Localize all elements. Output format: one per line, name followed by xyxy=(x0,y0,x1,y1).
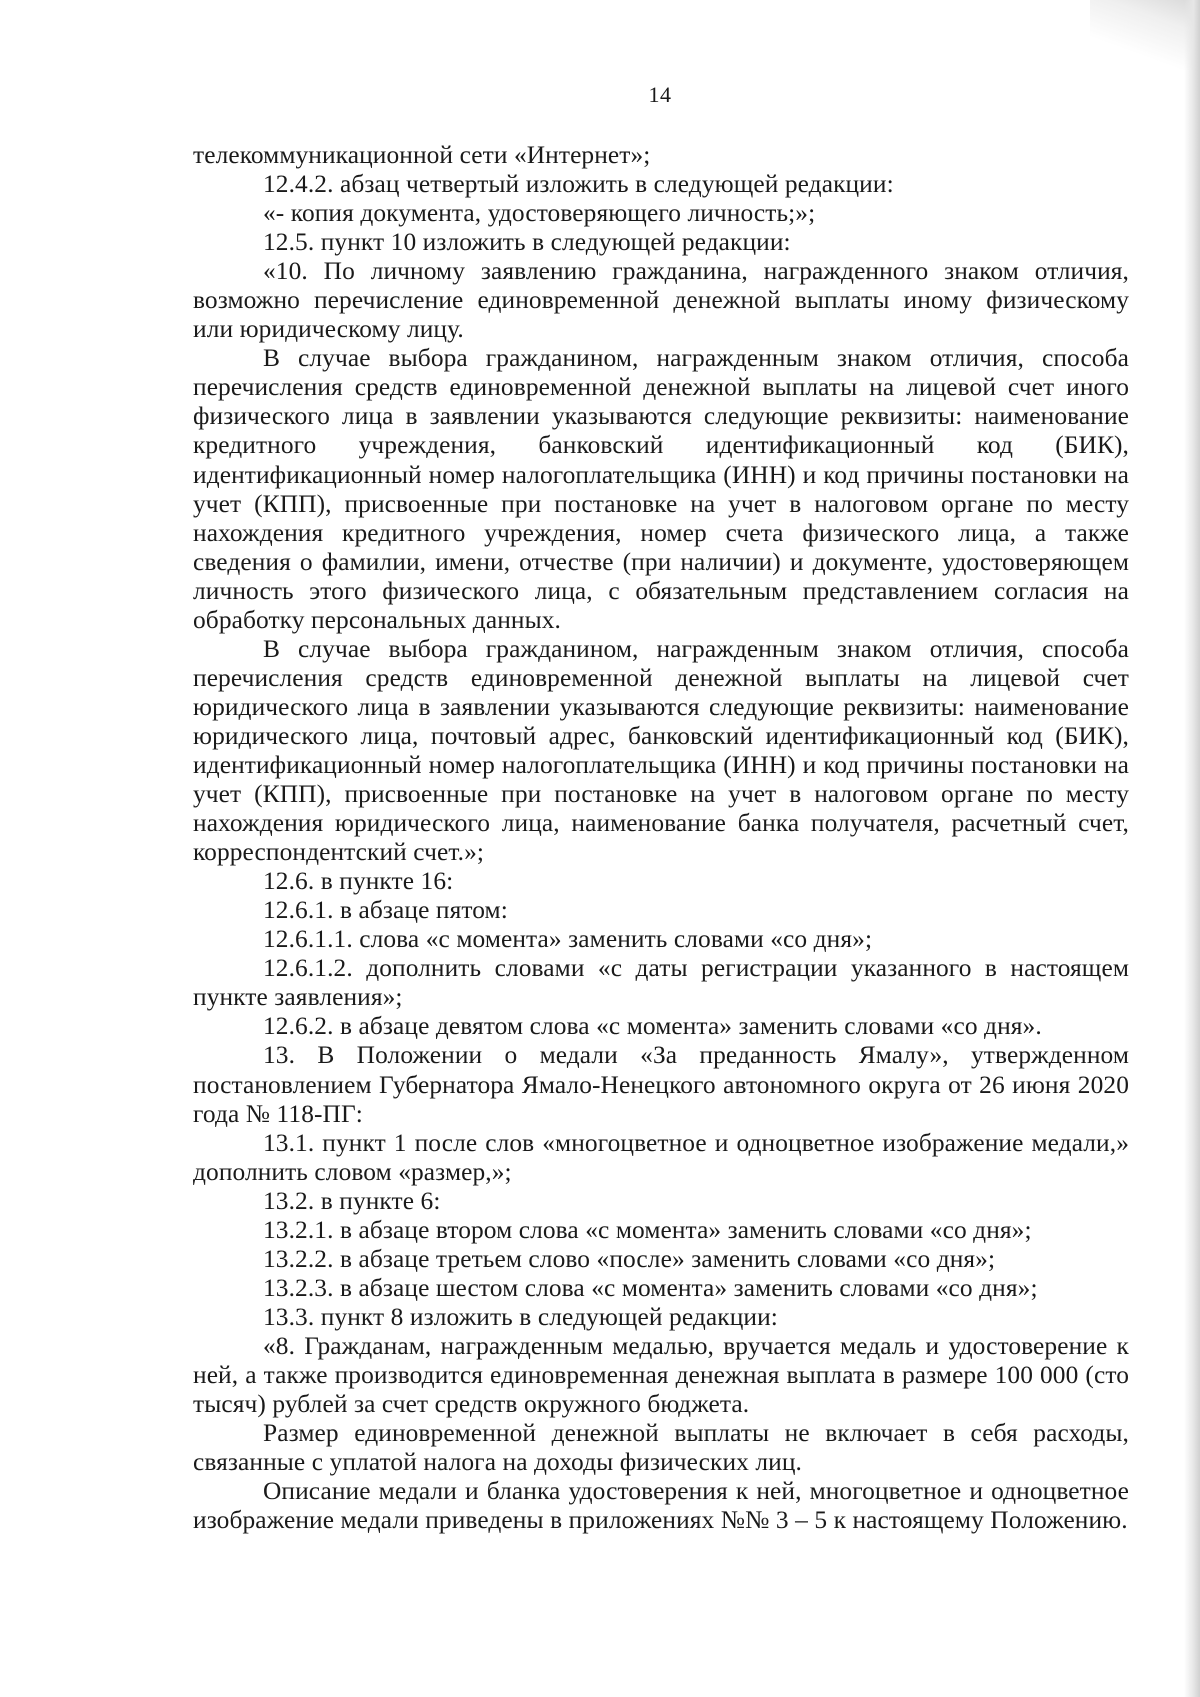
paragraph: 13.2.3. в абзаце шестом слова «с момента» заменить словами «со дня»; xyxy=(263,1273,1038,1302)
paragraph: «8. Гражданам, награжденным медалью, вручается медаль и удостоверение к ней, а также производится единовременная денежная выплата в размере 100 000 (сто тысяч) рублей за счет средств окружного бюджета. xyxy=(193,1331,1129,1419)
page-number: 14 xyxy=(648,82,672,107)
paragraph: 12.6.1. в абзаце пятом: xyxy=(263,896,508,925)
paragraph: 12.6. в пункте 16: xyxy=(263,867,454,896)
paragraph: 12.5. пункт 10 изложить в следующей редакции: xyxy=(263,228,791,257)
paragraph: «10. По личному заявлению гражданина, награжденного знаком отличия, возможно перечисление единовременной денежной выплаты иному физическому или юридическому лицу. xyxy=(193,257,1129,344)
paragraph: 12.6.2. в абзаце девятом слова «с момента» заменить словами «со дня». xyxy=(263,1012,1042,1041)
paragraph: 13.2.1. в абзаце втором слова «с момента» заменить словами «со дня»; xyxy=(263,1215,1032,1244)
paragraph: 12.6.1.1. слова «с момента» заменить словами «со дня»; xyxy=(263,925,873,954)
paragraph: 13.1. пункт 1 после слов «многоцветное и одноцветное изображение медали,» дополнить словом «размер,»; xyxy=(193,1128,1129,1186)
paragraph: Размер единовременной денежной выплаты не включает в себя расходы, связанные с уплатой налога на доходы физических лиц. xyxy=(193,1419,1129,1477)
paragraph: телекоммуникационной сети «Интернет»; xyxy=(193,141,651,169)
paragraph: «- копия документа, удостоверяющего личность;»; xyxy=(263,199,816,228)
scan-shadow-right-edge xyxy=(1184,0,1200,1697)
paragraph: 12.6.1.2. дополнить словами «с даты регистрации указанного в настоящем пункте заявления»; xyxy=(193,954,1129,1012)
paragraph: 13.3. пункт 8 изложить в следующей редакции: xyxy=(263,1302,778,1331)
paragraph: Описание медали и бланка удостоверения к ней, многоцветное и одноцветное изображение медали приведены в приложениях №№ 3 – 5 к настоящему Положению. xyxy=(193,1477,1129,1535)
paragraph: 13.2.2. в абзаце третьем слово «после» заменить словами «со дня»; xyxy=(263,1244,996,1273)
paragraph: 13.2. в пункте 6: xyxy=(263,1186,441,1215)
paragraph: 12.4.2. абзац четвертый изложить в следующей редакции: xyxy=(263,170,894,199)
paragraph: 13. В Положении о медали «За преданность Ямалу», утвержденном постановлением Губернатора Ямало-Ненецкого автономного округа от 26 июня 2020 года № 118-ПГ: xyxy=(193,1041,1129,1128)
paragraph: В случае выбора гражданином, награжденным знаком отличия, способа перечисления средств единовременной денежной выплаты на лицевой счет иного физического лица в заявлении указываются следующие реквизиты: наименование кредитного учреждения, банковский идентификационный код (БИК), идентификационный номер налогоплательщика (ИНН) и код причины постановки на учет (КПП), присвоенные при постановке на учет в налоговом органе по месту нахождения кредитного учреждения, номер счета физического лица, а также сведения о фамилии, имени, отчестве (при наличии) и документе, удостоверяющем личность этого физического лица, с обязательным представлением согласия на обработку персональных данных. xyxy=(193,344,1129,634)
paragraph: В случае выбора гражданином, награжденным знаком отличия, способа перечисления средств единовременной денежной выплаты на лицевой счет юридического лица в заявлении указываются следующие реквизиты: наименование юридического лица, почтовый адрес, банковский идентификационный код (БИК), идентификационный номер налогоплательщика (ИНН) и код причины постановки на учет (КПП), присвоенные при постановке на учет в налоговом органе по месту нахождения юридического лица, наименование банка получателя, расчетный счет, корреспондентский счет.»; xyxy=(193,634,1129,867)
document-body xyxy=(193,141,1129,1535)
